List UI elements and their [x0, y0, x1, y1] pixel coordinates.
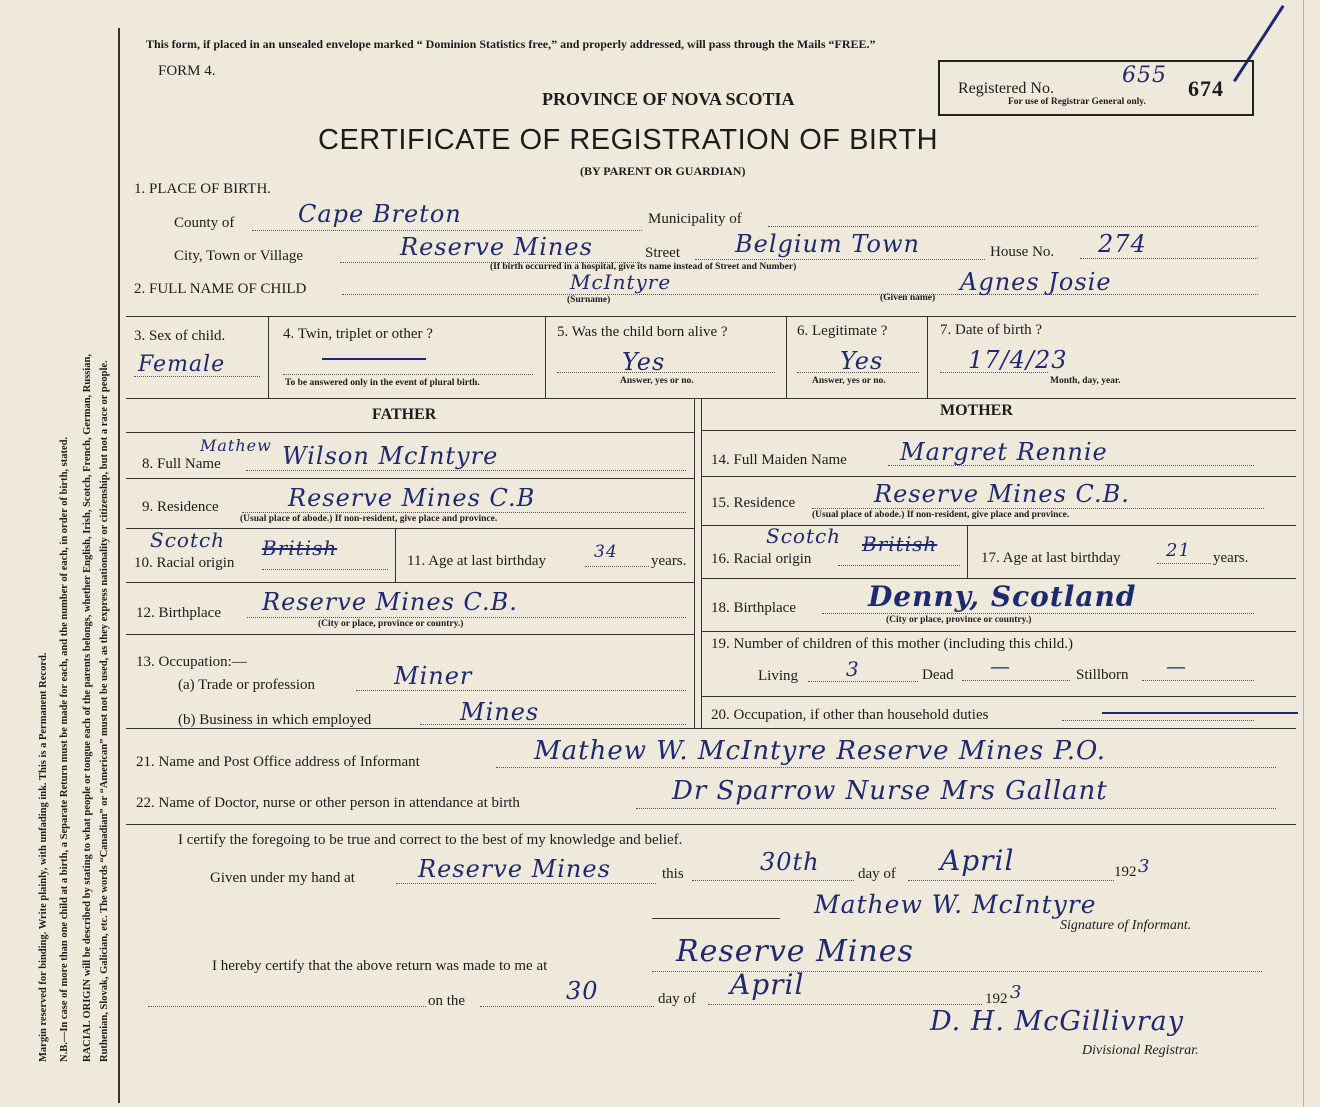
- stillborn-value: —: [1166, 654, 1187, 678]
- registrar-month-value: April: [730, 968, 805, 1001]
- legitimate-value: Yes: [840, 347, 884, 375]
- mother-birthplace-value: Denny, Scotland: [868, 580, 1137, 613]
- doctor-line: [636, 808, 1276, 809]
- twin-line: [283, 374, 533, 375]
- dob-value: 17/4/23: [968, 346, 1068, 374]
- page-left-border: [118, 28, 120, 1103]
- rule-parent-divider-a: [694, 398, 695, 728]
- dead-label: Dead: [922, 667, 954, 683]
- legitimate-label: 6. Legitimate ?: [797, 323, 888, 339]
- municipality-line: [768, 226, 1258, 227]
- registrar-certify-text: I hereby certify that the above return was made to me at: [212, 958, 548, 974]
- living-label: Living: [758, 668, 798, 684]
- county-line: [252, 230, 642, 231]
- sex-value: Female: [138, 352, 226, 377]
- mother-occupation-line: [1062, 720, 1254, 721]
- mother-age-value: 21: [1166, 540, 1191, 561]
- mother-race-line: [838, 565, 960, 566]
- children-count-label: 19. Number of children of this mother (including this child.): [711, 636, 1074, 652]
- mother-age-label: 17. Age at last birthday: [981, 550, 1121, 566]
- dead-line: [962, 680, 1070, 681]
- registrar-day-value: 30: [566, 977, 599, 1005]
- informant-label: 21. Name and Post Office address of Informant: [136, 754, 420, 770]
- mother-residence-label: 15. Residence: [711, 495, 796, 511]
- rule-row3-div1: [268, 316, 269, 398]
- twin-note: To be answered only in the event of plural birth.: [285, 378, 480, 388]
- registrar-year-value: 3: [1010, 982, 1023, 1003]
- certify-day-line: [692, 880, 854, 881]
- rule-father-r1: [126, 478, 694, 479]
- legitimate-note: Answer, yes or no.: [812, 376, 886, 386]
- father-residence-label: 9. Residence: [142, 499, 219, 515]
- mail-note: This form, if placed in an unsealed envelope marked “ Dominion Statistics free,” and properly addressed, will pass through the Mails “FREE.”: [146, 37, 876, 51]
- father-race-line: [262, 569, 388, 570]
- certify-year-value: 3: [1138, 856, 1151, 877]
- page-right-border: [1303, 0, 1304, 1107]
- informant-line: [496, 767, 1276, 768]
- twin-dash: [322, 358, 426, 360]
- mother-occupation-label: 20. Occupation, if other than household duties: [711, 707, 989, 723]
- mother-race-label: 16. Racial origin: [711, 551, 812, 567]
- certify-day-value: 30th: [760, 848, 820, 876]
- rule-father-header: [126, 432, 694, 433]
- father-trade-value: Miner: [394, 662, 473, 690]
- child-name-line: [342, 294, 1258, 295]
- certificate-subtitle: (BY PARENT OR GUARDIAN): [580, 164, 746, 178]
- hospital-note: (If birth occurred in a hospital, give its name instead of Street and Number): [490, 262, 797, 272]
- rule-row3-div4: [927, 316, 928, 398]
- side-note-nb: N.B.—In case of more than one child at a birth, a Separate Return must be made for each, and the number of each, in order of birth, stated.: [59, 436, 70, 1062]
- born-alive-line: [557, 372, 775, 373]
- informant-signature-caption: Signature of Informant.: [1060, 918, 1192, 933]
- father-business-label: (b) Business in which employed: [178, 712, 372, 728]
- born-alive-label: 5. Was the child born alive ?: [557, 324, 728, 340]
- father-name-first: Mathew: [200, 436, 272, 455]
- registrar-day-line: [480, 1006, 654, 1007]
- father-residence-line: [242, 512, 686, 513]
- surname-note: (Surname): [567, 295, 611, 305]
- legitimate-line: [797, 372, 919, 373]
- registrar-dayof-label: day of: [658, 991, 696, 1007]
- city-value: Reserve Mines: [400, 233, 593, 261]
- mother-heading: MOTHER: [940, 402, 1013, 419]
- house-value: 274: [1098, 230, 1147, 258]
- street-label: Street: [645, 245, 680, 261]
- born-alive-note: Answer, yes or no.: [620, 376, 694, 386]
- given-name-note: (Given name): [880, 293, 936, 303]
- place-of-birth-heading: 1. PLACE OF BIRTH.: [134, 181, 272, 197]
- rule-mother-r5: [701, 696, 1296, 697]
- dob-line: [940, 372, 1048, 373]
- doctor-label: 22. Name of Doctor, nurse or other person in attendance at birth: [136, 795, 520, 811]
- father-race-struck: British: [262, 536, 338, 560]
- house-line: [1080, 258, 1258, 259]
- mother-occupation-dash: [1102, 712, 1298, 714]
- certify-dayof-label: day of: [858, 866, 896, 882]
- side-note-racial: RACIAL ORIGIN will be described by stating to what people or tongue each of the parents belongs, whether English, Irish, Scotch, French, German, Russian,: [82, 353, 93, 1062]
- stillborn-label: Stillborn: [1076, 667, 1129, 683]
- father-birthplace-note: (City or place, province or country.): [318, 619, 464, 629]
- registrar-lead-line: [148, 1006, 426, 1007]
- doctor-value: Dr Sparrow Nurse Mrs Gallant: [672, 776, 1108, 806]
- dob-label: 7. Date of birth ?: [940, 322, 1043, 338]
- father-trade-label: (a) Trade or profession: [178, 677, 316, 693]
- certificate-title: CERTIFICATE OF REGISTRATION OF BIRTH: [318, 124, 939, 156]
- county-value: Cape Breton: [298, 200, 462, 228]
- father-trade-line: [356, 690, 686, 691]
- form-number: FORM 4.: [158, 63, 216, 79]
- registrar-year-prefix: 192: [985, 991, 1008, 1007]
- registrar-month-line: [708, 1004, 982, 1005]
- rule-mother-r3: [701, 578, 1296, 579]
- dead-value: —: [990, 654, 1011, 678]
- registrar-on-label: on the: [428, 993, 466, 1009]
- mother-name-label: 14. Full Maiden Name: [711, 452, 847, 468]
- mother-age-unit: years.: [1213, 550, 1249, 566]
- registered-no-value: 655: [1122, 63, 1167, 88]
- rule-parent-divider-b: [701, 398, 702, 728]
- rule-row3-div3: [786, 316, 787, 398]
- rule-mother-age-div: [967, 525, 968, 578]
- municipality-label: Municipality of: [648, 211, 742, 227]
- side-note-margin: Margin reserved for binding. Write plainly, with unfading ink. This is a Permanent Record.: [38, 652, 49, 1062]
- father-birthplace-value: Reserve Mines C.B.: [262, 588, 518, 616]
- father-age-label: 11. Age at last birthday: [407, 553, 546, 569]
- rule-row3-bottom: [126, 398, 1296, 399]
- certify-month-line: [908, 880, 1114, 881]
- registrar-signature-caption: Divisional Registrar.: [1082, 1043, 1199, 1058]
- rule-mother-r4: [701, 631, 1296, 632]
- certify-signature-rule: [652, 918, 780, 919]
- certify-text: I certify the foregoing to be true and correct to the best of my knowledge and belief.: [178, 832, 683, 848]
- father-residence-value: Reserve Mines C.B: [288, 484, 536, 512]
- registrar-signature: D. H. McGillivray: [930, 1006, 1184, 1037]
- mother-residence-value: Reserve Mines C.B.: [874, 480, 1130, 508]
- rule-father-r4: [126, 634, 694, 635]
- certify-year-prefix: 192: [1114, 864, 1137, 880]
- province-heading: PROVINCE OF NOVA SCOTIA: [542, 89, 795, 109]
- certify-month-value: April: [940, 844, 1015, 877]
- child-surname-value: McIntyre: [570, 270, 672, 294]
- given-place-line: [396, 883, 656, 884]
- rule-mother-r1: [701, 476, 1296, 477]
- born-alive-value: Yes: [622, 348, 666, 376]
- mother-residence-note: (Usual place of abode.) If non-resident, give place and province.: [812, 510, 1070, 520]
- living-line: [808, 681, 918, 682]
- mother-birthplace-note: (City or place, province or country.): [886, 615, 1032, 625]
- mother-birthplace-line: [822, 613, 1254, 614]
- mother-race-struck: British: [862, 532, 938, 556]
- house-label: House No.: [990, 244, 1055, 260]
- father-birthplace-line: [247, 617, 686, 618]
- given-under-label: Given under my hand at: [210, 870, 355, 886]
- mother-birthplace-label: 18. Birthplace: [711, 600, 796, 616]
- father-name-label: 8. Full Name: [142, 456, 221, 472]
- mother-name-value: Margret Rennie: [900, 438, 1108, 466]
- father-race-label: 10. Racial origin: [134, 555, 235, 571]
- father-age-value: 34: [594, 542, 618, 562]
- side-note-racial-cont: Ruthenian, Slovak, Galician, etc. The words “Canadian” or “American” must not be used, as they express nationality or citizenship, but not a race or people.: [99, 360, 110, 1062]
- street-value: Belgium Town: [735, 230, 920, 258]
- living-value: 3: [846, 657, 860, 681]
- mother-race-value: Scotch: [766, 524, 842, 548]
- father-occupation-label: 13. Occupation:—: [136, 654, 247, 670]
- father-birthplace-label: 12. Birthplace: [136, 605, 221, 621]
- rule-father-age-div: [395, 528, 396, 582]
- father-age-unit: years.: [651, 553, 687, 569]
- informant-value: Mathew W. McIntyre Reserve Mines P.O.: [534, 736, 1107, 766]
- twin-label: 4. Twin, triplet or other ?: [283, 326, 433, 342]
- father-name-line: [246, 470, 686, 471]
- father-business-value: Mines: [460, 698, 540, 726]
- father-race-value: Scotch: [150, 528, 226, 552]
- child-given-value: Agnes Josie: [960, 268, 1112, 296]
- rule-father-r3: [126, 582, 694, 583]
- dob-note: Month, day, year.: [1050, 376, 1121, 386]
- registrar-place-value: Reserve Mines: [676, 934, 914, 969]
- rule-row3-top: [126, 316, 1296, 317]
- city-label: City, Town or Village: [174, 248, 304, 264]
- mother-age-line: [1157, 563, 1211, 564]
- father-age-line: [585, 566, 649, 567]
- father-heading: FATHER: [372, 406, 437, 423]
- rule-row3-div2: [545, 316, 546, 398]
- given-place-value: Reserve Mines: [418, 855, 611, 883]
- county-label: County of: [174, 215, 235, 231]
- informant-signature: Mathew W. McIntyre: [814, 890, 1097, 919]
- child-name-label: 2. FULL NAME OF CHILD: [134, 281, 307, 297]
- father-residence-note: (Usual place of abode.) If non-resident, give place and province.: [240, 514, 498, 524]
- father-name-value: Wilson McIntyre: [282, 442, 499, 470]
- registered-no-label: Registered No.: [958, 80, 1054, 97]
- registrar-use-note: For use of Registrar General only.: [1008, 97, 1146, 107]
- registered-no-stamp: 674: [1188, 76, 1224, 101]
- sex-label: 3. Sex of child.: [134, 328, 226, 344]
- rule-certify-top: [126, 824, 1296, 825]
- mother-residence-line: [812, 508, 1264, 509]
- this-label: this: [662, 866, 684, 882]
- stillborn-line: [1142, 680, 1254, 681]
- rule-mother-header: [701, 430, 1296, 431]
- street-line: [695, 259, 985, 260]
